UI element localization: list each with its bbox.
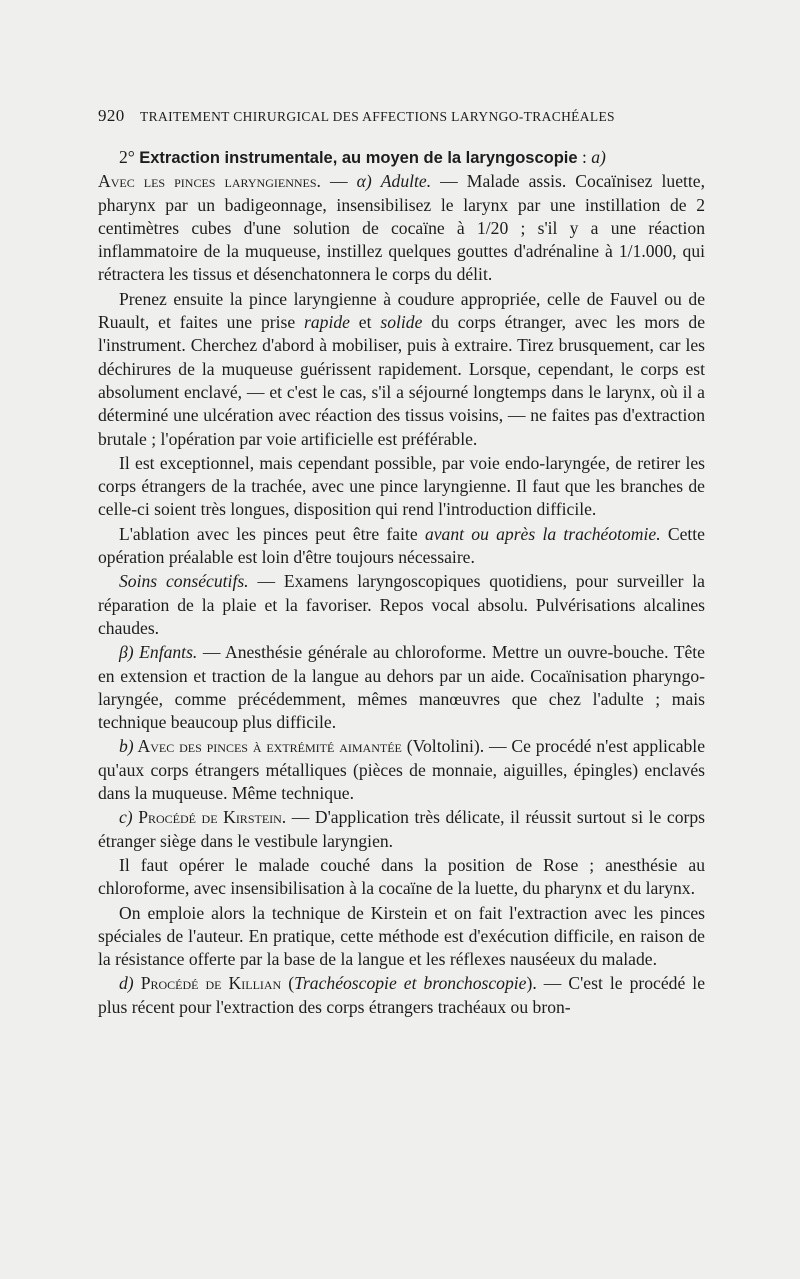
running-header: [98, 106, 698, 126]
paragraph-text: L'ablation avec les pinces peut être faite: [119, 523, 425, 544]
paragraph-enfants: [98, 641, 705, 734]
paragraph-text: — Malade assis. Cocaïnisez luette, pharynx par un badigeonnage, insensibilisez le larynx par une instillation de 2 centimètres cubes d'une solution de cocaïne à 1/20 ; s'il y a une réaction inflammatoire de la muqueuse, instillez quelques gouttes d'adrénaline à 1/1.000, qui rétractera les tissus et désenchatonnera le corps du délit.: [98, 171, 705, 285]
paragraph-text: (Voltolini). — Ce procédé n'est applicable qu'aux corps étrangers métalliques (pièces de monnaie, aiguilles, épingles) enclavés dans la muqueuse. Même technique.: [98, 736, 705, 804]
subsection-adulte: α) Adulte.: [356, 171, 432, 192]
paragraph-text: — D'application très délicate, il réussit surtout si le corps étranger siège dans le vestibule laryngien.: [98, 807, 705, 851]
paragraph-prenez: [98, 288, 705, 451]
paragraph-kirstein: [98, 806, 705, 853]
subsection-marker-a: a): [591, 147, 606, 167]
paragraph-emploie: On emploie alors la technique de Kirstein et on fait l'extraction avec les pinces spéciales de l'auteur. En pratique, cette méthode est d'exécution difficile, en raison de la résistance offerte par la base de la langue et les réflexes nauséeux du malade.: [98, 902, 705, 970]
paragraph-operer: Il faut opérer le malade couché dans la position de Rose ; anesthésie au chloroforme, avec insensibilisation à la cocaïne de la luette, du pharynx et du larynx.: [98, 854, 705, 899]
paragraph-text: ). — C'est le procédé le plus récent pour l'extraction des corps étrangers trachéaux ou bron-: [98, 973, 706, 1017]
subsection-title-aimantee: Avec des pinces à extrémité aimantée: [133, 736, 402, 757]
section-number: 2°: [119, 147, 135, 167]
subsection-marker-c: c): [119, 807, 133, 828]
paragraph-text: — Examens laryngoscopiques quotidiens, pour surveiller la réparation de la plaie et la favoriser. Repos vocal absolu. Pulvérisations alcalines chaudes.: [98, 571, 705, 638]
dash: —: [320, 171, 357, 192]
paragraph-text: (: [281, 973, 295, 994]
paragraph-text: et: [349, 312, 381, 333]
subsection-title-killian: Procédé de Killian: [133, 973, 282, 994]
paragraph-text: Cette opération préalable est loin d'être toujours nécessaire.: [98, 523, 705, 568]
emphasis-tracheotomie: avant ou après la trachéotomie.: [424, 523, 661, 544]
running-title: TRAITEMENT CHIRURGICAL DES AFFECTIONS LARYNGO-TRACHÉALES: [140, 109, 615, 124]
paragraph-aimantee: [98, 735, 705, 805]
page-body: [98, 146, 705, 1019]
subheading-soins: Soins consécutifs.: [119, 571, 249, 592]
subsection-title-kirstein: Procédé de Kirstein.: [132, 807, 287, 828]
paragraph-extraction-instrumentale: [98, 146, 705, 287]
subsection-marker-b: b): [119, 736, 134, 757]
paragraph-exceptionnel: Il est exceptionnel, mais cependant possible, par voie endo-laryngée, de retirer les corps étrangers de la trachée, avec une pince laryngienne. Il faut que les branches de celle-ci soient très longues, disposition qui rend l'introduction difficile.: [98, 452, 705, 520]
paragraph-ablation: [98, 523, 705, 570]
paragraph-killian: [98, 972, 705, 1019]
paragraph-soins: [98, 570, 705, 640]
subheading-enfants: β) Enfants.: [119, 642, 198, 663]
paragraph-text: — Anesthésie générale au chloroforme. Mettre un ouvre-bouche. Tête en extension et traction de la langue au dehors par un aide. Cocaïnisation pharyngo-laryngée, comme précédemment, mêmes manœuvres que chez l'adulte ; mais technique beaucoup plus difficile.: [98, 642, 705, 733]
emphasis-tracheoscopie: Trachéoscopie et bronchoscopie: [294, 973, 527, 994]
heading-colon: :: [577, 147, 592, 167]
emphasis-rapide: rapide: [304, 312, 350, 333]
paragraph-text: Prenez ensuite la pince laryngienne à coudure appropriée, celle de Fauvel ou de Ruault, et faites une prise: [98, 288, 705, 333]
page-number: 920: [98, 106, 125, 125]
emphasis-solide: solide: [380, 312, 423, 333]
subsection-title-pinces: Avec les pinces laryngiennes.: [98, 171, 321, 192]
subsection-marker-d: d): [119, 973, 134, 994]
section-heading: Extraction instrumentale, au moyen de la laryngoscopie: [139, 149, 578, 167]
paragraph-text: du corps étranger, avec les mors de l'instrument. Cherchez d'abord à mobiliser, puis à extraire. Tirez brusquement, car les déchirures de la muqueuse guérissent rapidement. Lorsque, cependant, le corps est absolument enclavé, — et c'est le cas, s'il a séjourné longtemps dans le larynx, où il a déterminé une ulcération avec réaction des tissus voisins, — ne faites pas d'extraction brutale ; l'opération par voie artificielle est préférable.: [98, 312, 705, 449]
